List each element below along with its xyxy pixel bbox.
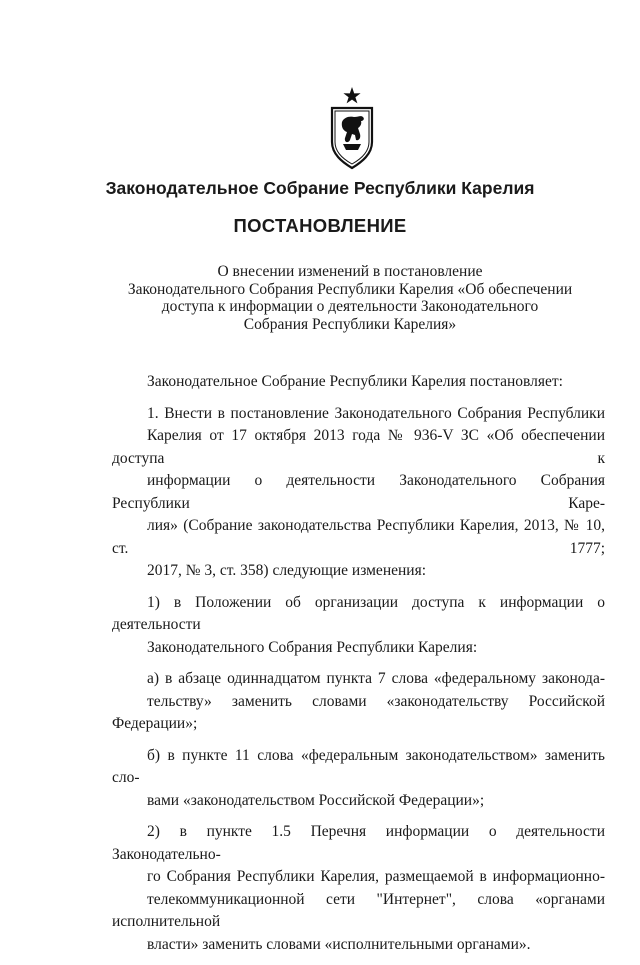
text-line: телекоммуникационной сети "Интернет", слова «органами исполнительной <box>112 890 605 930</box>
paragraph-subitem-b <box>112 745 605 813</box>
resolution-body <box>112 371 605 965</box>
text-line: а) в абзаце одиннадцатом пункта 7 слова «федеральному законода- <box>147 670 605 687</box>
paragraph-item-1 <box>112 403 605 583</box>
text-line: Карелия от 17 октября 2013 года № 936-V ЗС «Об обеспечении доступа к <box>112 427 605 467</box>
paragraph-subitem-a <box>112 668 605 736</box>
resolution-subject <box>120 263 580 333</box>
text-line: 1) в Положении об организации доступа к информации о деятельности <box>112 593 605 633</box>
subject-line: О внесении изменений в постановление <box>217 263 483 280</box>
subject-line: Собрания Республики Карелия» <box>243 315 457 333</box>
text-line: информации о деятельности Законодательного Собрания Республики Каре- <box>112 472 605 512</box>
paragraph-subitem-1 <box>112 592 605 660</box>
text-line: власти» заменить словами «исполнительными органами». <box>147 935 531 953</box>
text-line: го Собрания Республики Карелия, размещаемой в информационно- <box>147 868 605 885</box>
paragraph-subitem-2 <box>112 821 605 956</box>
preamble-paragraph: Законодательное Собрание Республики Карелия постановляет: <box>147 373 563 390</box>
subject-line: Законодательного Собрания Республики Карелия «Об обеспечении <box>127 280 573 298</box>
text-line: лия» (Собрание законодательства Республики Карелия, 2013, № 10, ст. 1777; <box>112 517 605 557</box>
text-line: вами «законодательством Российской Федерации»; <box>147 791 485 809</box>
text-line: тельству» заменить словами «законодательству Российской Федерации»; <box>112 692 605 732</box>
organization-title: Законодательное Собрание Республики Карелия <box>105 178 535 198</box>
subject-line: доступа к информации о деятельности Законодательного <box>161 298 539 315</box>
document-type-heading: ПОСТАНОВЛЕНИЕ <box>233 215 407 236</box>
text-line: Законодательного Собрания Республики Карелия: <box>147 638 478 656</box>
karelia-coat-of-arms-icon <box>328 86 376 170</box>
text-line: 2017, № 3, ст. 358) следующие изменения: <box>147 562 427 579</box>
text-line: 1. Внести в постановление Законодательного Собрания Республики <box>147 404 605 422</box>
text-line: б) в пункте 11 слова «федеральным законодательством» заменить сло- <box>112 746 605 786</box>
text-line: 2) в пункте 1.5 Перечня информации о деятельности Законодательно- <box>112 823 605 863</box>
